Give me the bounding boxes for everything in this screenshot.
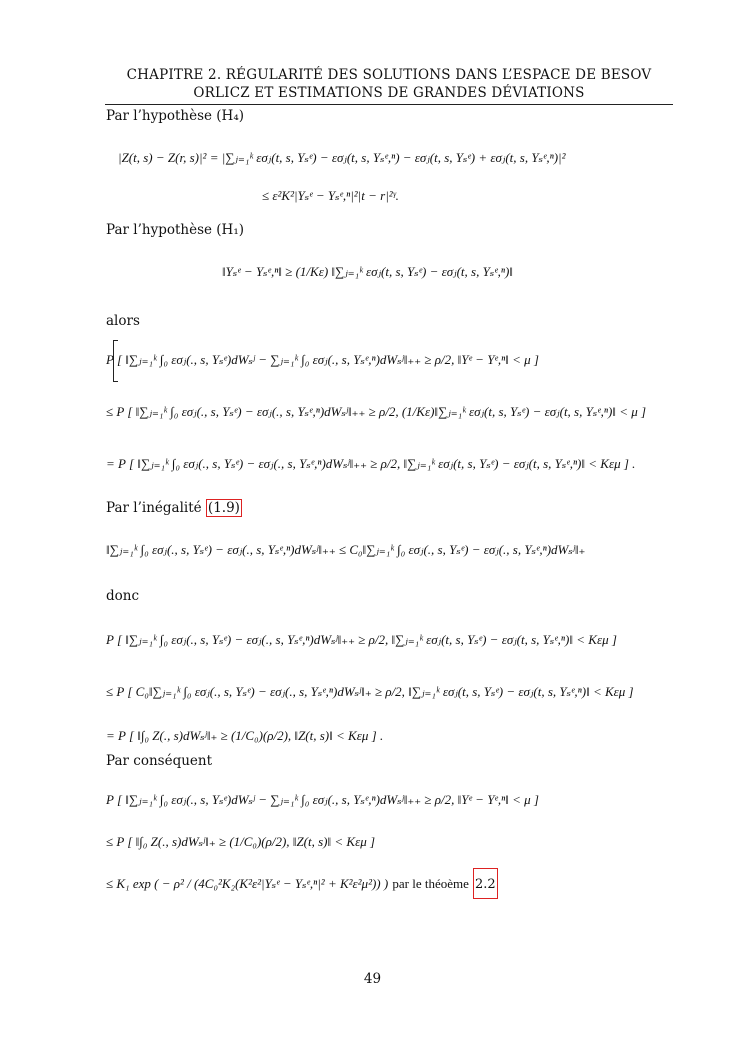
equation-5a: P [ ‖∑ⱼ₌₁ᵏ ∫₀ εσⱼ(., s, Yₛᵉ) − εσⱼ(., s, Yₛᵉ,ⁿ)dWₛʲ‖₊₊ ≥ ρ/2, ‖∑ⱼ₌₁ᵏ εσⱼ(t, s, Yₛᵉ) − εσⱼ(t, s, Yₛᵉ,ⁿ)‖ < Kεμ ] — [106, 632, 617, 647]
paragraph-alors: alors — [106, 313, 140, 329]
page-number: 49 — [363, 971, 382, 987]
header-line-2: ORLICZ ET ESTIMATIONS DE GRANDES DÉVIATIONS — [193, 85, 585, 101]
equation-6c-tail: par le théoème — [392, 876, 469, 891]
paragraph-par-consequent: Par conséquent — [106, 753, 213, 769]
equation-4: ‖∑ⱼ₌₁ᵏ ∫₀ εσⱼ(., s, Yₛᵉ) − εσⱼ(., s, Yₛᵉ,ⁿ)dWₛʲ‖₊₊ ≤ C₀‖∑ⱼ₌₁ᵏ ∫₀ εσⱼ(., s, Yₛᵉ) − εσⱼ(., s, Yₛᵉ,ⁿ)dWₛʲ‖₊ — [106, 542, 586, 557]
equation-reference-link[interactable]: (1.9) — [207, 500, 240, 516]
equation-5c: = P [ ‖∫₀ Z(., s)dWₛʲ‖₊ ≥ (1/C₀)(ρ/2), ‖Z(t, s)‖ < Kεμ ] . — [106, 728, 384, 743]
equation-6c: ≤ K₁ exp ( − ρ² / (4C₀²K₂(K²ε²|Yₛᵉ − Yₛᵉ,ⁿ|² + K²ε²μ²)) ) — [106, 876, 389, 891]
equation-5b: ≤ P [ C₀‖∑ⱼ₌₁ᵏ ∫₀ εσⱼ(., s, Yₛᵉ) − εσⱼ(., s, Yₛᵉ,ⁿ)dWₛʲ‖₊ ≥ ρ/2, ‖∑ⱼ₌₁ᵏ εσⱼ(t, s, Yₛᵉ) − εσⱼ(t, s, Yₛᵉ,ⁿ)‖ < Kεμ ] — [106, 684, 634, 699]
paragraph-inegalite-text: Par l’inégalité — [106, 500, 202, 516]
paragraph-inegalite — [106, 500, 242, 516]
theorem-reference-link[interactable]: 2.2 — [473, 868, 498, 899]
paragraph-hypothesis-h4: Par l’hypothèse (H₄) — [106, 108, 245, 124]
equation-1b: ≤ ε²K²|Yₛᵉ − Yₛᵉ,ⁿ|²|t − r|²ᵞ. — [262, 188, 399, 203]
equation-6c-line — [106, 876, 498, 893]
equation-6a: P [ ‖∑ⱼ₌₁ᵏ ∫₀ εσⱼ(., s, Yₛᵉ)dWₛʲ − ∑ⱼ₌₁ᵏ ∫₀ εσⱼ(., s, Yₛᵉ,ⁿ)dWₛʲ‖₊₊ ≥ ρ/2, ‖Yᵉ − Yᵉ,ⁿ‖ < μ ] — [106, 792, 539, 807]
equation-1a: |Z(t, s) − Z(r, s)|² = |∑ⱼ₌₁ᵏ εσⱼ(t, s, Yₛᵉ) − εσⱼ(t, s, Yₛᵉ,ⁿ) − εσⱼ(t, s, Yₛᵉ) + εσⱼ(t, s, Yₛᵉ,ⁿ)|² — [118, 150, 566, 165]
equation-3a: P [ ‖∑ⱼ₌₁ᵏ ∫₀ εσⱼ(., s, Yₛᵉ)dWₛʲ − ∑ⱼ₌₁ᵏ ∫₀ εσⱼ(., s, Yₛᵉ,ⁿ)dWₛʲ‖₊₊ ≥ ρ/2, ‖Yᵉ − Yᵉ,ⁿ‖ < μ ] — [106, 352, 539, 367]
paragraph-hypothesis-h1: Par l’hypothèse (H₁) — [106, 222, 245, 238]
equation-2: ‖Yₛᵉ − Yₛᵉ,ⁿ‖ ≥ (1/Kε) ‖∑ⱼ₌₁ᵏ εσⱼ(t, s, Yₛᵉ) − εσⱼ(t, s, Yₛᵉ,ⁿ)‖ — [222, 264, 513, 279]
equation-3b: ≤ P [ ‖∑ⱼ₌₁ᵏ ∫₀ εσⱼ(., s, Yₛᵉ) − εσⱼ(., s, Yₛᵉ,ⁿ)dWₛʲ‖₊₊ ≥ ρ/2, (1/Kε)‖∑ⱼ₌₁ᵏ εσⱼ(t, s, Yₛᵉ) − εσⱼ(t, s, Yₛᵉ,ⁿ)‖ < μ ] — [106, 404, 647, 419]
header-rule — [105, 104, 673, 105]
paragraph-donc: donc — [106, 588, 140, 604]
equation-6b: ≤ P [ ‖∫₀ Z(., s)dWₛʲ‖₊ ≥ (1/C₀)(ρ/2), ‖Z(t, s)‖ < Kεμ ] — [106, 834, 376, 849]
running-header — [105, 66, 673, 102]
equation-3c: = P [ ‖∑ⱼ₌₁ᵏ ∫₀ εσⱼ(., s, Yₛᵉ) − εσⱼ(., s, Yₛᵉ,ⁿ)dWₛʲ‖₊₊ ≥ ρ/2, ‖∑ⱼ₌₁ᵏ εσⱼ(t, s, Yₛᵉ) − εσⱼ(t, s, Yₛᵉ,ⁿ)‖ < Kεμ ] . — [106, 456, 636, 471]
header-line-1: CHAPITRE 2. RÉGULARITÉ DES SOLUTIONS DANS L’ESPACE DE BESOV — [126, 67, 652, 83]
